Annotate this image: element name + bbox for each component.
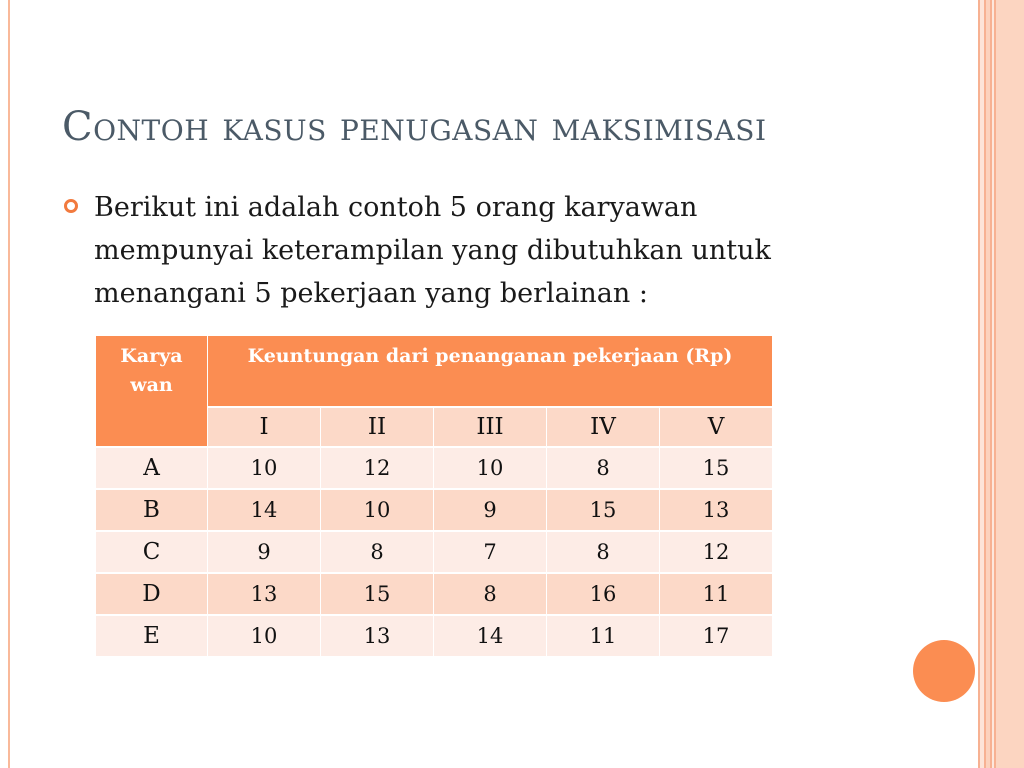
table-row [96, 574, 773, 616]
header-employee: Karya wan [96, 336, 208, 448]
table-cell: 11 [660, 574, 773, 616]
employee-label: C [96, 532, 208, 574]
profit-table [96, 336, 773, 658]
table-cell: 9 [434, 490, 547, 532]
table-cell: 14 [434, 616, 547, 658]
table-cell: 14 [208, 490, 321, 532]
decor-circle [913, 640, 975, 702]
job-header: III [434, 408, 547, 448]
table-cell: 7 [434, 532, 547, 574]
table-cell: 9 [208, 532, 321, 574]
table-row [96, 490, 773, 532]
table-cell: 15 [321, 574, 434, 616]
table-cell: 8 [434, 574, 547, 616]
table-cell: 17 [660, 616, 773, 658]
slide-title: Contoh kasus penugasan maksimisasi [62, 104, 767, 150]
table-cell: 10 [321, 490, 434, 532]
job-header: IV [547, 408, 660, 448]
employee-label: D [96, 574, 208, 616]
bullet-item [64, 186, 864, 315]
table-cell: 8 [321, 532, 434, 574]
header-profit: Keuntungan dari penanganan pekerjaan (Rp) [208, 336, 773, 408]
table-row [96, 616, 773, 658]
table-cell: 15 [547, 490, 660, 532]
table-cell: 13 [208, 574, 321, 616]
employee-label: B [96, 490, 208, 532]
table-cell: 15 [660, 448, 773, 490]
job-header: I [208, 408, 321, 448]
table-cell: 12 [321, 448, 434, 490]
table-cell: 16 [547, 574, 660, 616]
job-header: II [321, 408, 434, 448]
bullet-circle-icon [64, 199, 78, 213]
table-cell: 12 [660, 532, 773, 574]
employee-label: E [96, 616, 208, 658]
bullet-text: Berikut ini adalah contoh 5 orang karyawan mempunyai keterampilan yang dibutuhkan untuk menangani 5 pekerjaan yang berlainan : [94, 192, 771, 309]
table-row [96, 532, 773, 574]
employee-label: A [96, 448, 208, 490]
table-cell: 13 [321, 616, 434, 658]
table-row [96, 448, 773, 490]
job-header: V [660, 408, 773, 448]
left-border-line [8, 0, 10, 768]
table-cell: 8 [547, 532, 660, 574]
table-cell: 11 [547, 616, 660, 658]
right-decor-stripe [996, 0, 1024, 768]
table-cell: 10 [208, 448, 321, 490]
table-cell: 13 [660, 490, 773, 532]
table-cell: 10 [434, 448, 547, 490]
table-cell: 8 [547, 448, 660, 490]
table-cell: 10 [208, 616, 321, 658]
